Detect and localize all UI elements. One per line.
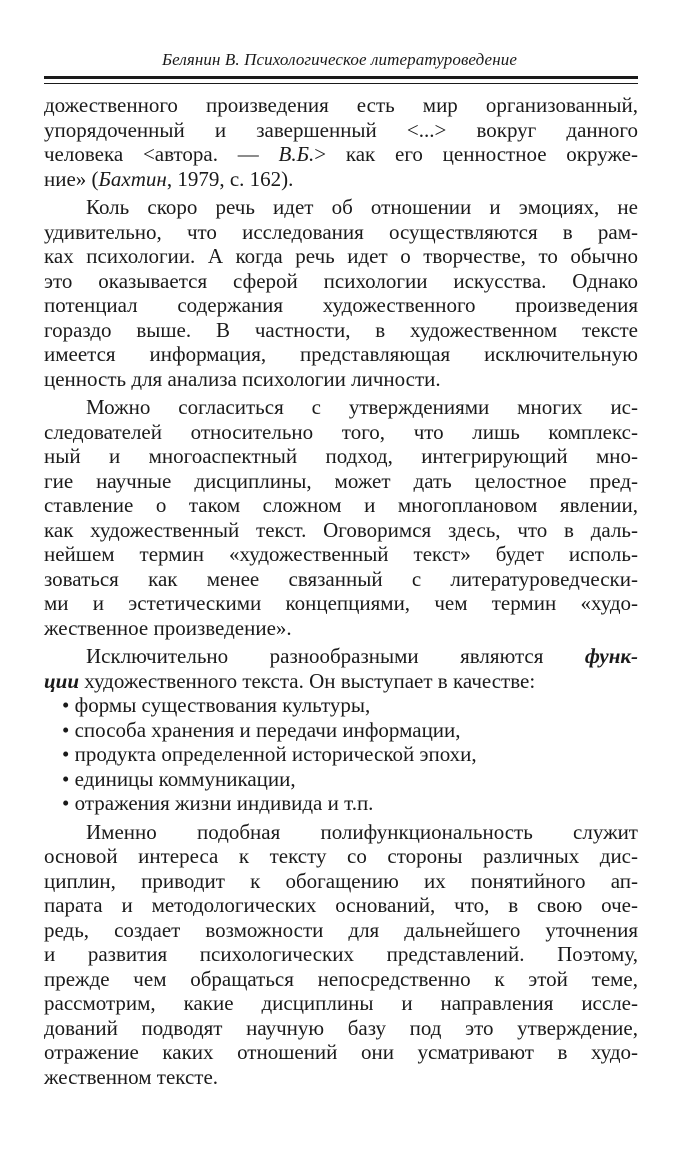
paragraph2-line: удивительно, что исследования осуществляются в рам- <box>44 219 638 244</box>
paragraph5-line: рассмотрим, какие дисциплины и направления иссле- <box>44 991 638 1015</box>
text-run: художественного текста. Он выступает в качестве: <box>79 668 536 693</box>
page-body <box>44 93 638 1089</box>
paragraph3-line: Можно согласиться с утверждениями многих ис- <box>86 395 638 419</box>
paragraph3-line: ный и многоаспектный подход, интегрирующий мно- <box>44 444 638 468</box>
bullet-icon: • <box>62 766 70 791</box>
text-run: > как его ценностное окруже- <box>314 142 638 166</box>
paragraph3-line: как художественный текст. Оговоримся здесь, что в даль- <box>44 517 638 542</box>
emphasis-term: функ- <box>584 644 638 668</box>
paragraph5-line: парата и методологических оснований, что, в свою оче- <box>44 893 638 917</box>
paragraph1-line: упорядоченный и завершенный <...> вокруг данного <box>44 117 638 142</box>
paragraph3-line: нейшем термин «художественный текст» будет исполь- <box>44 542 638 566</box>
bullet-icon: • <box>62 693 70 717</box>
bullet-icon: • <box>62 791 70 815</box>
paragraph2-line: ках психологии. А когда речь идет о творчестве, то обычно <box>44 244 638 268</box>
list-item-text: формы существования культуры, <box>74 693 371 717</box>
paragraph3-line: гие научные дисциплины, может дать целостное пред- <box>44 468 638 493</box>
list-item <box>44 718 638 743</box>
paragraph2-line: ценность для анализа психологии личности. <box>44 366 441 391</box>
list-item-text: отражения жизни индивида и т.п. <box>74 791 374 815</box>
paragraph5-line: отражение каких отношений они усматривают в худо- <box>44 1040 638 1064</box>
text-run: Исключительно разнообразными являются <box>86 644 585 668</box>
paragraph1-line <box>44 142 638 167</box>
citation-author: Бахтин <box>98 166 167 191</box>
list-item-text: продукта определенной исторической эпохи, <box>74 742 477 766</box>
text-run: человека <автора. — <box>44 142 279 166</box>
paragraph3-line: следователей относительно того, что лишь комплекс- <box>44 419 638 444</box>
list-item-text: способа хранения и передачи информации, <box>74 717 461 742</box>
emphasis-term: ции <box>44 668 80 693</box>
list-item <box>44 693 638 718</box>
paragraph5-line: циплин, приводит к обогащению их понятийного ап- <box>44 868 638 893</box>
paragraph1-line: дожественного произведения есть мир организованный, <box>44 93 638 117</box>
paragraph1-line <box>44 167 638 192</box>
paragraph4-line <box>44 644 638 669</box>
author-initials: В.Б. <box>278 142 315 166</box>
paragraph3-line: ставление о таком сложном и многоплановом явлении, <box>44 493 638 517</box>
paragraph4-line <box>44 669 638 694</box>
text-run: , 1979, с. 162). <box>166 166 294 191</box>
paragraph2-line: Коль скоро речь идет об отношении и эмоциях, не <box>86 195 638 219</box>
paragraph5-line: жественном тексте. <box>44 1064 219 1089</box>
paragraph5-line: и развития психологических представлений. Поэтому, <box>44 942 638 966</box>
paragraph2-line: гораздо выше. В частности, в художественном тексте <box>44 317 638 342</box>
paragraph5-line: основой интереса к тексту со стороны различных дис- <box>44 844 638 868</box>
list-item <box>44 742 638 767</box>
header-rule-thin <box>44 83 638 84</box>
list-item <box>44 791 638 816</box>
paragraph5-line: прежде чем обращаться непосредственно к этой теме, <box>44 966 638 991</box>
running-header: Белянин В. Психологическое литературоведение <box>162 50 517 69</box>
bullet-icon: • <box>62 717 70 742</box>
list-item <box>44 767 638 792</box>
paragraph2-line: это оказывается сферой психологии искусства. Однако <box>44 268 638 293</box>
paragraph3-line: ми и эстетическими концепциями, чем термин «худо- <box>44 591 638 615</box>
paragraph5-line: Именно подобная полифункциональность служит <box>86 819 638 844</box>
paragraph5-line: редь, создает возможности для дальнейшего уточнения <box>44 917 638 942</box>
paragraph2-line: потенциал содержания художественного произведения <box>44 293 638 317</box>
paragraph3-line: жественное произведение». <box>44 615 292 640</box>
text-run: ние» ( <box>44 166 99 191</box>
list-item-text: единицы коммуникации, <box>74 766 296 791</box>
header-rule-thick <box>44 76 638 79</box>
bullet-icon: • <box>62 742 70 766</box>
paragraph2-line: имеется информация, представляющая исключительную <box>44 342 638 366</box>
paragraph3-line: зоваться как менее связанный с литературоведчески- <box>44 566 638 591</box>
paragraph5-line: дований подводят научную базу под это утверждение, <box>44 1015 638 1040</box>
